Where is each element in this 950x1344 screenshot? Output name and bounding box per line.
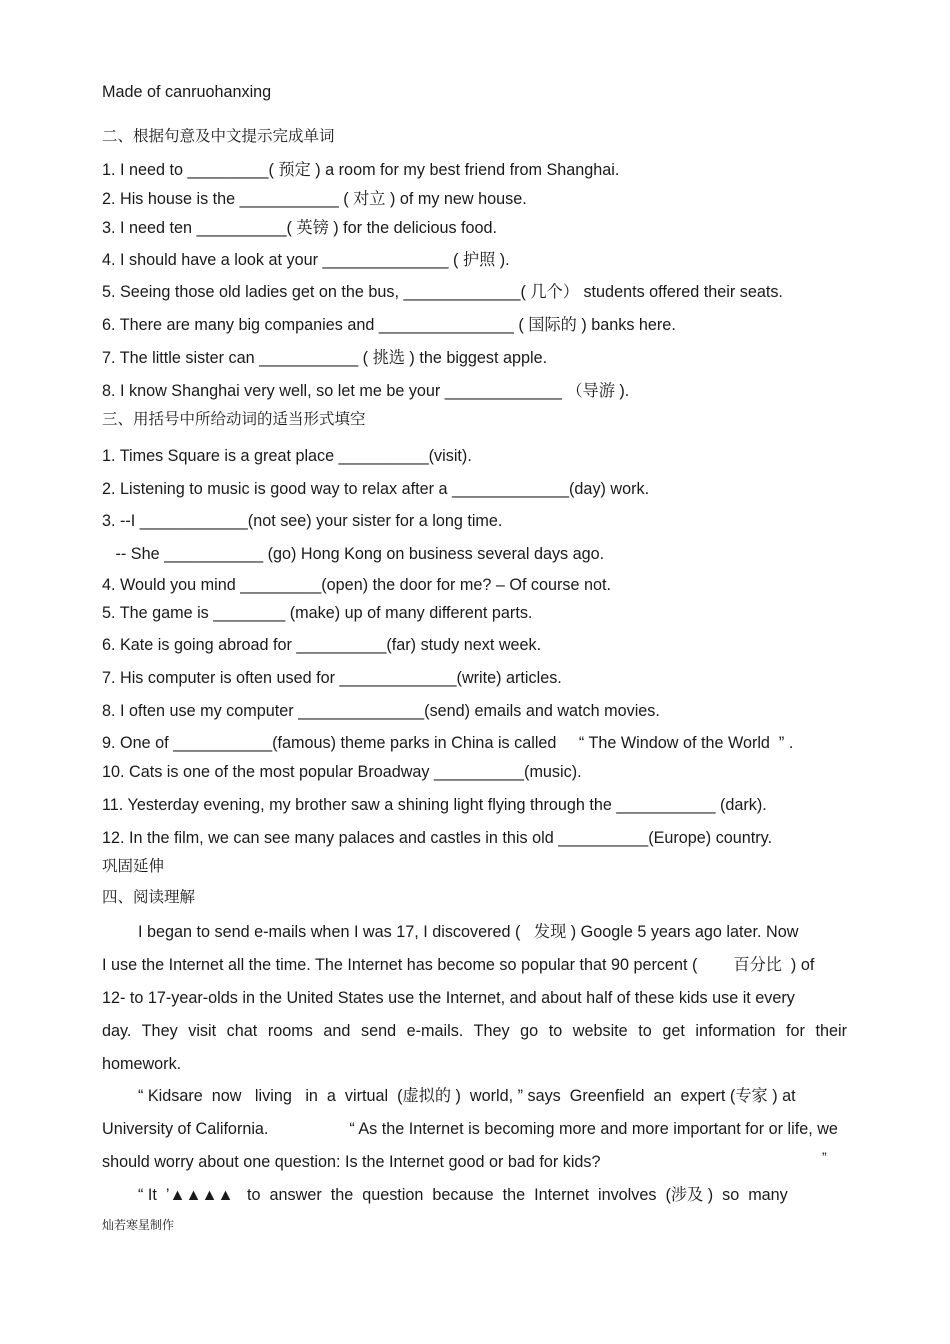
section-2-title: 二、根据句意及中文提示完成单词 [102, 128, 335, 145]
section-2-item: 7. The little sister can ___________ ( 挑选 ) the biggest apple. [102, 349, 548, 367]
page-footer: 灿若寒星制作 [102, 1218, 175, 1232]
section-2-item: 2. His house is the ___________ ( 对立 ) of my new house. [102, 190, 527, 208]
reading-paragraph-line: should worry about one question: Is the Internet good or bad for kids? [102, 1153, 601, 1171]
section-3-item: 8. I often use my computer ______________(send) emails and watch movies. [102, 702, 660, 720]
section-2-item: 1. I need to _________( 预定 ) a room for my best friend from Shanghai. [102, 161, 620, 179]
section-3-item: 9. One of ___________(famous) theme parks in China is called “ The Window of the World ” . [102, 734, 794, 752]
section-3-item: 10. Cats is one of the most popular Broadway __________(music). [102, 763, 582, 781]
section-2-item: 4. I should have a look at your ______________ ( 护照 ). [102, 251, 510, 269]
consolidate-heading: 巩固延伸 [102, 858, 165, 875]
section-2-item: 6. There are many big companies and _______________ ( 国际的 ) banks here. [102, 316, 676, 334]
section-2-item: 3. I need ten __________( 英镑 ) for the delicious food. [102, 219, 498, 237]
section-3-item: 6. Kate is going abroad for __________(far) study next week. [102, 636, 542, 654]
section-2-item: 5. Seeing those old ladies get on the bus, _____________( 几个） students offered their seats. [102, 283, 783, 301]
reading-paragraph-line: I use the Internet all the time. The Internet has become so popular that 90 percent ( 百分比 ) of [102, 956, 815, 974]
section-3-item: 11. Yesterday evening, my brother saw a shining light flying through the ___________ (dark). [102, 796, 767, 814]
section-3-item: 2. Listening to music is good way to relax after a _____________(day) work. [102, 480, 650, 498]
section-2-item: 8. I know Shanghai very well, so let me be your _____________ （导游 ). [102, 382, 630, 400]
section-3-item: 5. The game is ________ (make) up of many different parts. [102, 604, 533, 622]
section-3-item: 7. His computer is often used for _____________(write) articles. [102, 669, 562, 687]
section-3-item: 12. In the film, we can see many palaces and castles in this old __________(Europe) country. [102, 829, 773, 847]
reading-paragraph-line: homework. [102, 1055, 182, 1073]
section-3-title: 三、用括号中所给动词的适当形式填空 [102, 411, 366, 428]
section-3-item: 3. --I ____________(not see) your sister for a long time. [102, 512, 503, 530]
reading-paragraph-line: day. They visit chat rooms and send e-mails. They go to website to get information for their [102, 1022, 847, 1040]
closing-quote-mark: ” [822, 1149, 827, 1165]
reading-paragraph-line: “ Kidsare now living in a virtual (虚拟的 ) world, ” says Greenfield an expert (专家 ) at [102, 1087, 796, 1105]
section-3-item: 4. Would you mind _________(open) the door for me? – Of course not. [102, 576, 612, 594]
reading-paragraph-line: 12- to 17-year-olds in the United States use the Internet, and about half of these kids use it every [102, 989, 795, 1007]
document-header: Made of canruohanxing [102, 83, 272, 101]
section-4-title: 四、阅读理解 [102, 889, 196, 906]
reading-paragraph-line: University of California. “ As the Internet is becoming more and more important for or life, we [102, 1120, 838, 1138]
section-3-item: -- She ___________ (go) Hong Kong on business several days ago. [102, 545, 605, 563]
section-3-item: 1. Times Square is a great place __________(visit). [102, 447, 472, 465]
reading-paragraph-line: “ It ’▲▲▲▲ to answer the question because the Internet involves (涉及 ) so many [102, 1186, 788, 1204]
reading-paragraph-line: I began to send e-mails when I was 17, I discovered ( 发现 ) Google 5 years ago later. Now [102, 923, 799, 941]
